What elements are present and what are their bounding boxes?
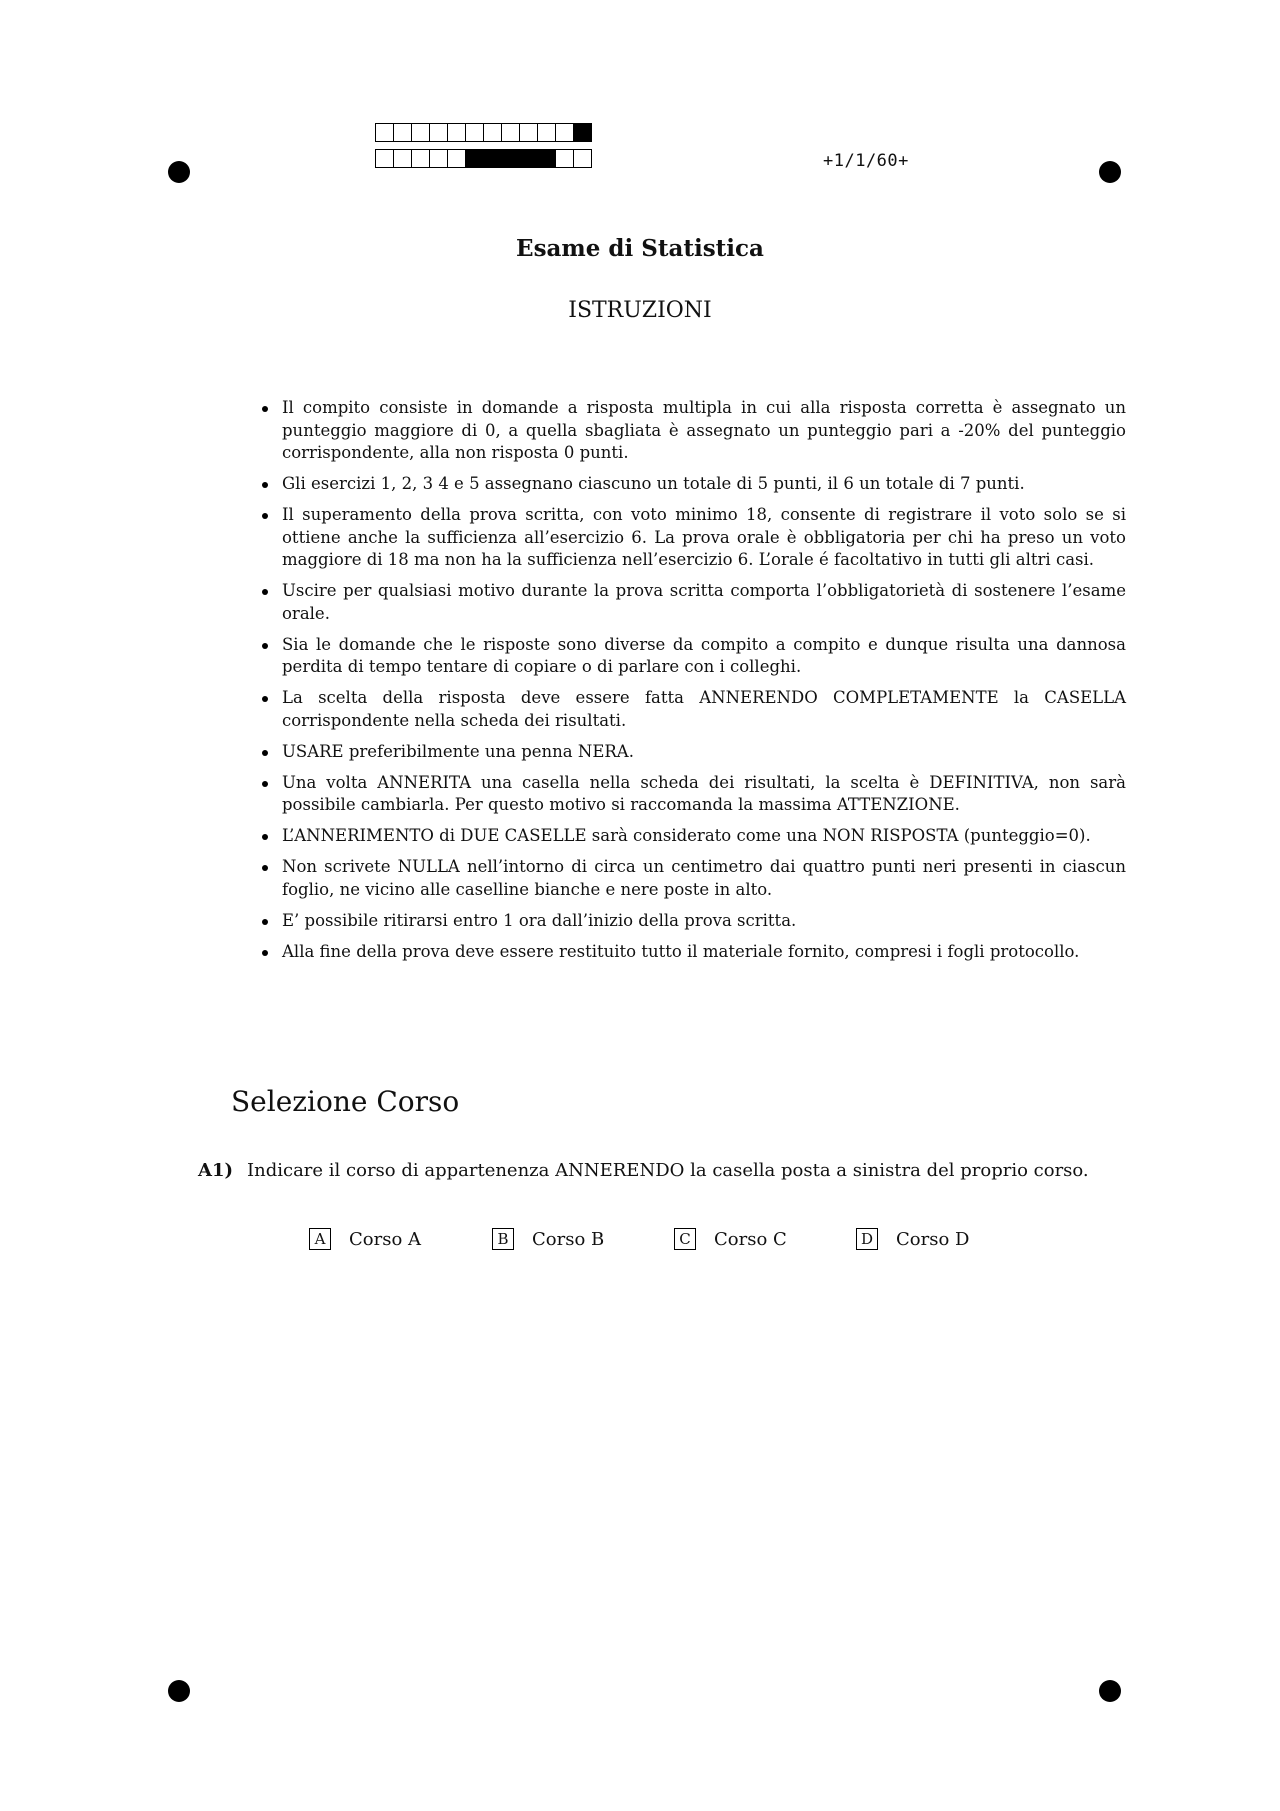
instruction-item: E’ possibile ritirarsi entro 1 ora dall’inizio della prova scritta. bbox=[258, 910, 1126, 933]
code-cell-empty bbox=[555, 123, 574, 142]
code-cell-empty bbox=[393, 149, 412, 168]
code-cell-empty bbox=[375, 149, 394, 168]
question-text: Indicare il corso di appartenenza ANNERENDO la casella posta a sinistra del proprio corso. bbox=[247, 1160, 1089, 1181]
code-cell-filled bbox=[465, 149, 484, 168]
question-a1 bbox=[198, 1158, 1091, 1183]
code-cell-empty bbox=[555, 149, 574, 168]
registration-mark-bottom-right bbox=[1099, 1680, 1121, 1702]
instruction-item: Alla fine della prova deve essere restituito tutto il materiale fornito, compresi i fogli protocollo. bbox=[258, 941, 1126, 964]
code-cell-filled bbox=[519, 149, 538, 168]
instruction-item: Sia le domande che le risposte sono diverse da compito a compito e dunque risulta una dannosa perdita di tempo tentare di copiare o di parlare con i colleghi. bbox=[258, 634, 1126, 679]
choice-corso-c[interactable] bbox=[674, 1228, 787, 1250]
instruction-item: Il superamento della prova scritta, con voto minimo 18, consente di registrare il voto solo se si ottiene anche la sufficienza all’esercizio 6. La prova orale è obbligatoria per chi ha preso un voto maggiore di 18 ma non ha la sufficienza nell’esercizio 6. L’orale é facoltativo in tutti gli altri casi. bbox=[258, 504, 1126, 572]
instruction-item: La scelta della risposta deve essere fatta ANNERENDO COMPLETAMENTE la CASELLA corrispondente nella scheda dei risultati. bbox=[258, 687, 1126, 732]
question-number: A1) bbox=[198, 1160, 234, 1181]
choice-corso-b[interactable] bbox=[492, 1228, 604, 1250]
exam-title: Esame di Statistica bbox=[516, 235, 764, 262]
instructions-list bbox=[258, 397, 1126, 972]
code-cell-empty bbox=[411, 149, 430, 168]
code-cell-filled bbox=[537, 149, 556, 168]
code-cell-empty bbox=[429, 149, 448, 168]
choice-list bbox=[0, 1228, 1280, 1258]
section-title: Selezione Corso bbox=[231, 1085, 460, 1118]
code-cell-empty bbox=[519, 123, 538, 142]
code-cell-empty bbox=[447, 149, 466, 168]
choice-label: Corso B bbox=[532, 1228, 605, 1250]
choice-corso-d[interactable] bbox=[856, 1228, 969, 1250]
sheet-code-row-2 bbox=[375, 149, 591, 168]
code-cell-filled bbox=[501, 149, 520, 168]
choice-checkbox[interactable]: C bbox=[674, 1228, 696, 1250]
code-cell-empty bbox=[447, 123, 466, 142]
instruction-item: Gli esercizi 1, 2, 3 4 e 5 assegnano ciascuno un totale di 5 punti, il 6 un totale di 7 punti. bbox=[258, 473, 1126, 496]
sheet-id-code: +1/1/60+ bbox=[823, 151, 909, 171]
choice-checkbox[interactable]: A bbox=[309, 1228, 331, 1250]
code-cell-empty bbox=[573, 149, 592, 168]
registration-mark-top-right bbox=[1099, 161, 1121, 183]
instruction-item: Uscire per qualsiasi motivo durante la prova scritta comporta l’obbligatorietà di sostenere l’esame orale. bbox=[258, 580, 1126, 625]
code-cell-empty bbox=[375, 123, 394, 142]
registration-mark-bottom-left bbox=[168, 1680, 190, 1702]
choice-label: Corso A bbox=[349, 1228, 422, 1250]
code-cell-empty bbox=[501, 123, 520, 142]
code-cell-filled bbox=[483, 149, 502, 168]
choice-label: Corso C bbox=[714, 1228, 787, 1250]
code-cell-empty bbox=[429, 123, 448, 142]
instructions-heading: ISTRUZIONI bbox=[568, 298, 712, 323]
choice-checkbox[interactable]: B bbox=[492, 1228, 514, 1250]
choice-corso-a[interactable] bbox=[309, 1228, 421, 1250]
sheet-code-row-1 bbox=[375, 123, 591, 142]
code-cell-filled bbox=[573, 123, 592, 142]
choice-checkbox[interactable]: D bbox=[856, 1228, 878, 1250]
instruction-item: Non scrivete NULLA nell’intorno di circa un centimetro dai quattro punti neri presenti in ciascun foglio, ne vicino alle caselline bianche e nere poste in alto. bbox=[258, 856, 1126, 901]
code-cell-empty bbox=[393, 123, 412, 142]
instruction-item: Una volta ANNERITA una casella nella scheda dei risultati, la scelta è DEFINITIVA, non sarà possibile cambiarla. Per questo motivo si raccomanda la massima ATTENZIONE. bbox=[258, 772, 1126, 817]
instruction-item: Il compito consiste in domande a risposta multipla in cui alla risposta corretta è assegnato un punteggio maggiore di 0, a quella sbagliata è assegnato un punteggio pari a -20% del punteggio corrispondente, alla non risposta 0 punti. bbox=[258, 397, 1126, 465]
registration-mark-top-left bbox=[168, 161, 190, 183]
choice-label: Corso D bbox=[896, 1228, 970, 1250]
code-cell-empty bbox=[411, 123, 430, 142]
instruction-item: L’ANNERIMENTO di DUE CASELLE sarà considerato come una NON RISPOSTA (punteggio=0). bbox=[258, 825, 1126, 848]
code-cell-empty bbox=[465, 123, 484, 142]
instruction-item: USARE preferibilmente una penna NERA. bbox=[258, 741, 1126, 764]
code-cell-empty bbox=[537, 123, 556, 142]
code-cell-empty bbox=[483, 123, 502, 142]
